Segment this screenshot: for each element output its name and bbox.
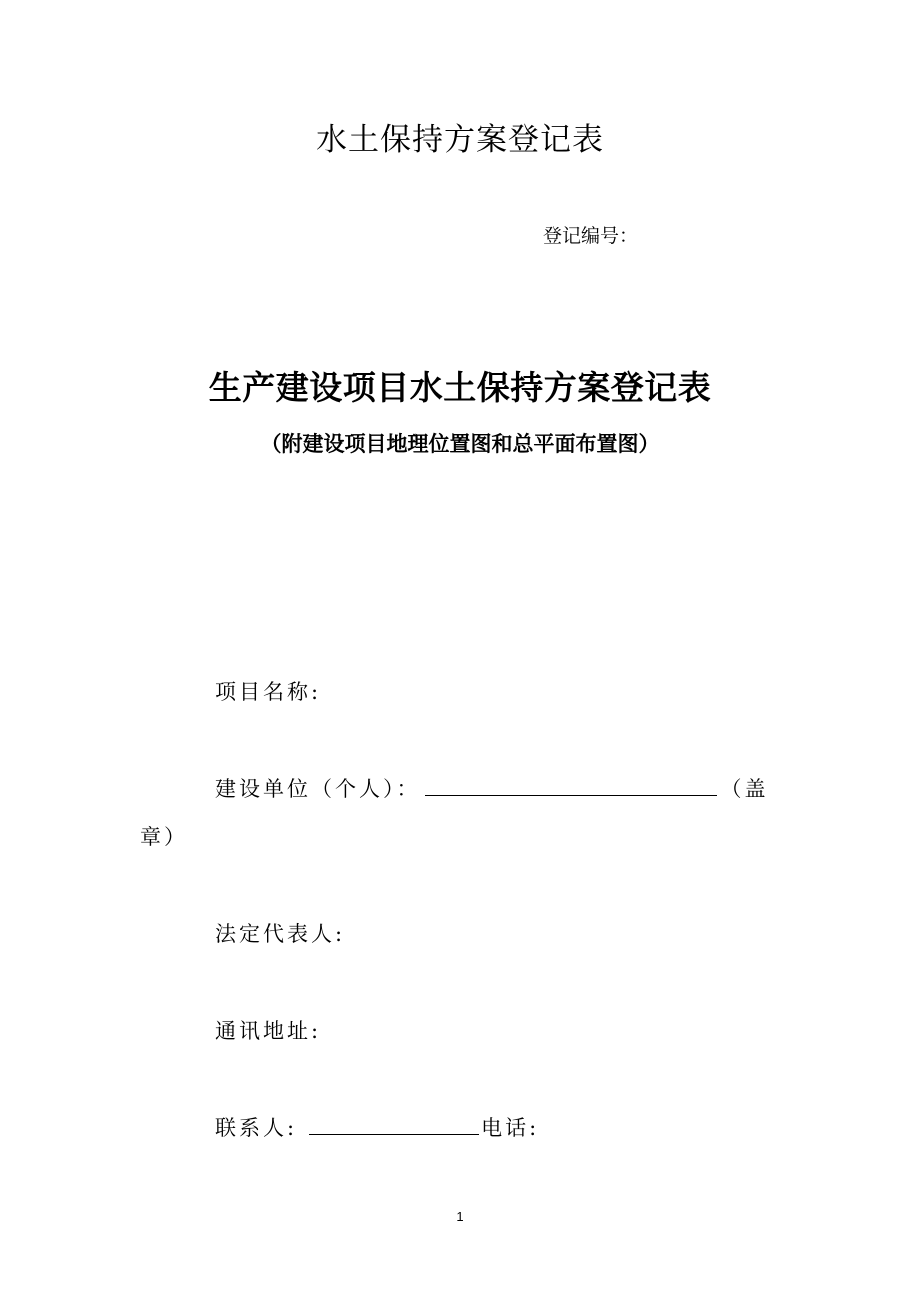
address-label: 通讯地址: — [215, 1019, 322, 1043]
registration-number-label: 登记编号： — [543, 225, 639, 247]
builder-seal-wrap-text: 章） — [140, 825, 188, 849]
project-name-label: 项目名称: — [215, 680, 322, 704]
legal-rep-label: 法定代表人: — [215, 922, 346, 946]
legal-rep-field — [215, 918, 345, 948]
builder-seal-wrap — [140, 821, 188, 851]
builder-field — [215, 773, 769, 803]
phone-label: 电话: — [481, 1116, 540, 1140]
contact-blank-line[interactable] — [309, 1112, 479, 1135]
document-title: 水土保持方案登记表 — [316, 122, 604, 158]
contact-label: 联系人: — [215, 1116, 298, 1140]
address-field — [215, 1015, 321, 1045]
contact-field — [215, 1112, 539, 1142]
form-title: 生产建设项目水土保持方案登记表 — [208, 368, 712, 407]
page-number: 1 — [456, 1209, 464, 1224]
project-name-field — [215, 676, 321, 706]
builder-label: 建设单位（个人）： — [215, 777, 421, 801]
builder-blank-line[interactable] — [425, 773, 717, 796]
builder-seal-suffix: （盖 — [720, 777, 769, 801]
form-subtitle: （附建设项目地理位置图和总平面布置图） — [260, 431, 660, 456]
